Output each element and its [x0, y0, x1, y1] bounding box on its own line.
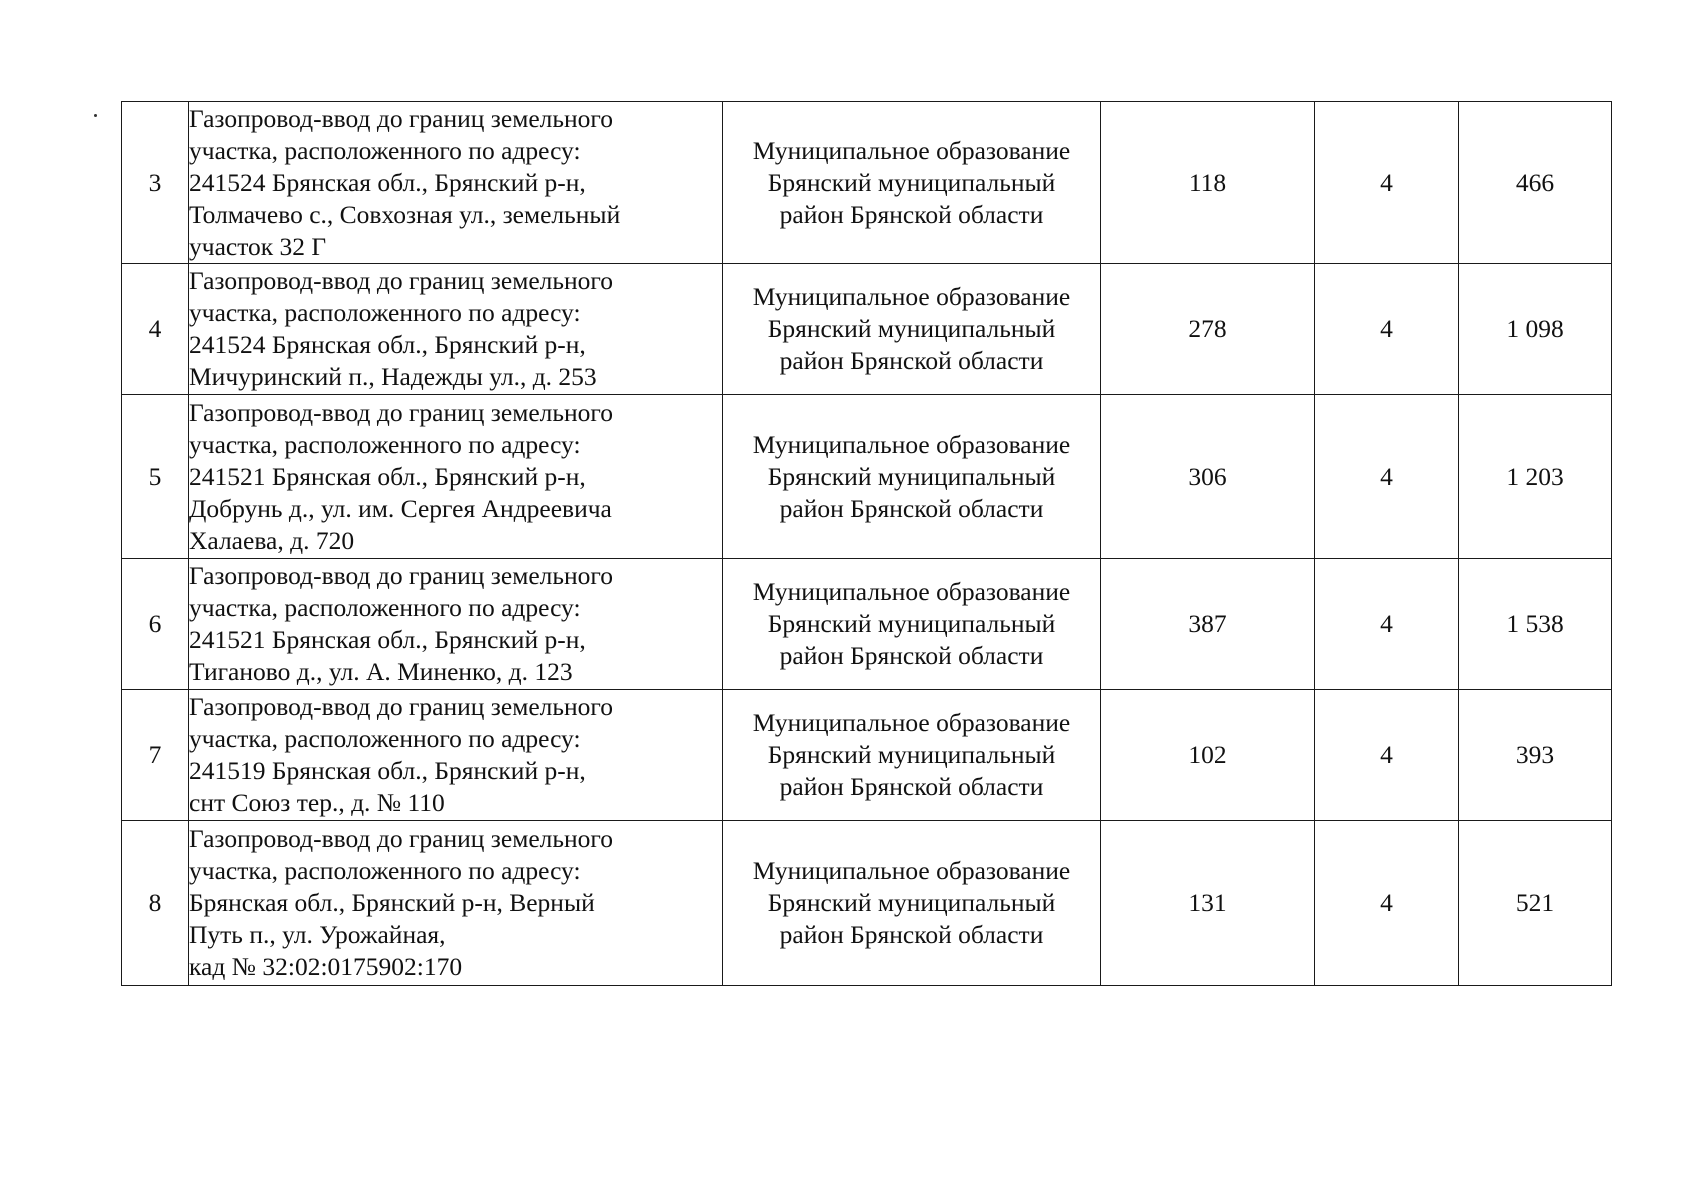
description-line: участка, расположенного по адресу: [189, 856, 581, 885]
table-row [122, 264, 1612, 395]
row-number-cell [122, 690, 189, 821]
description-line: Халаева, д. 720 [189, 525, 355, 555]
value-3: 521 [1515, 888, 1555, 917]
value-2: 4 [1380, 461, 1393, 491]
value-3: 1 538 [1506, 609, 1564, 638]
description-line: Брянская обл., Брянский р-н, Верный [189, 888, 595, 917]
table-row [122, 102, 1612, 264]
description-line: 241524 Брянская обл., Брянский р-н, [189, 330, 586, 359]
description-line: снт Союз тер., д. № 110 [189, 788, 445, 817]
value-1: 102 [1188, 740, 1227, 769]
description-cell [189, 690, 723, 821]
owner-line: Брянский муниципальный [767, 609, 1056, 638]
value-2: 4 [1380, 740, 1393, 769]
value-1: 306 [1188, 461, 1227, 491]
row-number: 5 [148, 461, 162, 491]
description-line: Мичуринский п., Надежды ул., д. 253 [189, 362, 597, 391]
row-number-cell [122, 264, 189, 395]
owner-line: район Брянской области [779, 346, 1044, 375]
value-1: 131 [1188, 888, 1227, 917]
owner-line: район Брянской области [779, 641, 1044, 670]
value-3-cell [1459, 559, 1612, 690]
owner-cell [723, 102, 1101, 264]
value-3-cell [1459, 821, 1612, 986]
description-cell [189, 264, 723, 395]
row-number: 4 [148, 314, 162, 343]
owner-cell [723, 690, 1101, 821]
value-3-cell [1459, 395, 1612, 559]
owner-line: Брянский муниципальный [767, 461, 1056, 491]
owner-line: Муниципальное образование [752, 856, 1071, 885]
table-row [122, 395, 1612, 559]
owner-line: Муниципальное образование [752, 708, 1071, 737]
description-line: Газопровод-ввод до границ земельного [189, 103, 613, 133]
value-3-cell [1459, 102, 1612, 264]
value-1-cell [1101, 395, 1315, 559]
owner-cell [723, 821, 1101, 986]
value-1-cell [1101, 102, 1315, 264]
value-1: 118 [1188, 167, 1227, 197]
description-line: Тиганово д., ул. А. Миненко, д. 123 [189, 657, 573, 686]
owner-line: район Брянской области [779, 920, 1044, 949]
row-number: 3 [148, 167, 162, 197]
description-line: Газопровод-ввод до границ земельного [189, 692, 613, 721]
description-line: участок 32 Г [189, 231, 327, 261]
value-1-cell [1101, 821, 1315, 986]
value-1-cell [1101, 559, 1315, 690]
owner-line: район Брянской области [779, 772, 1044, 801]
description-line: участка, расположенного по адресу: [189, 724, 581, 753]
description-line: Газопровод-ввод до границ земельного [189, 561, 613, 590]
description-line: участка, расположенного по адресу: [189, 135, 581, 165]
value-2: 4 [1380, 609, 1393, 638]
row-number: 7 [148, 740, 162, 769]
owner-line: Муниципальное образование [752, 135, 1071, 165]
value-3-cell [1459, 264, 1612, 395]
description-line: Добрунь д., ул. им. Сергея Андреевича [189, 493, 612, 523]
description-line: кад № 32:02:0175902:170 [189, 952, 463, 981]
description-line: 241524 Брянская обл., Брянский р-н, [189, 167, 586, 197]
value-3: 393 [1515, 740, 1555, 769]
description-cell [189, 821, 723, 986]
owner-cell [723, 559, 1101, 690]
row-number-cell [122, 102, 189, 264]
value-2: 4 [1380, 167, 1393, 197]
owner-line: Муниципальное образование [752, 577, 1071, 606]
value-2-cell [1315, 395, 1459, 559]
owner-line: район Брянской области [779, 199, 1044, 229]
owner-line: Брянский муниципальный [767, 740, 1056, 769]
description-line: Путь п., ул. Урожайная, [189, 920, 446, 949]
description-line: 241521 Брянская обл., Брянский р-н, [189, 625, 586, 654]
row-number-cell [122, 821, 189, 986]
row-number-cell [122, 559, 189, 690]
owner-cell [723, 395, 1101, 559]
description-line: участка, расположенного по адресу: [189, 593, 581, 622]
value-3: 1 203 [1506, 461, 1564, 491]
description-line: Газопровод-ввод до границ земельного [189, 266, 613, 295]
value-3: 466 [1515, 167, 1555, 197]
description-line: участка, расположенного по адресу: [189, 429, 581, 459]
owner-line: район Брянской области [779, 493, 1044, 523]
table-row [122, 690, 1612, 821]
description-cell [189, 395, 723, 559]
description-cell [189, 559, 723, 690]
owner-cell [723, 264, 1101, 395]
description-line: Газопровод-ввод до границ земельного [189, 824, 613, 853]
description-line: Газопровод-ввод до границ земельного [189, 397, 613, 427]
value-2-cell [1315, 690, 1459, 821]
value-2-cell [1315, 102, 1459, 264]
value-2: 4 [1380, 314, 1393, 343]
description-line: Толмачево с., Совхозная ул., земельный [189, 199, 621, 229]
row-number: 6 [148, 609, 162, 638]
value-1: 387 [1188, 609, 1227, 638]
owner-line: Муниципальное образование [752, 429, 1071, 459]
value-2-cell [1315, 559, 1459, 690]
value-1-cell [1101, 264, 1315, 395]
description-cell [189, 102, 723, 264]
value-2-cell [1315, 821, 1459, 986]
description-line: 241521 Брянская обл., Брянский р-н, [189, 461, 586, 491]
objects-table [121, 101, 1612, 986]
owner-line: Муниципальное образование [752, 282, 1071, 311]
table-row [122, 821, 1612, 986]
owner-line: Брянский муниципальный [767, 314, 1056, 343]
table-row [122, 559, 1612, 690]
value-1: 278 [1188, 314, 1227, 343]
description-line: участка, расположенного по адресу: [189, 298, 581, 327]
value-3: 1 098 [1506, 314, 1564, 343]
value-1-cell [1101, 690, 1315, 821]
owner-line: Брянский муниципальный [767, 888, 1056, 917]
value-2-cell [1315, 264, 1459, 395]
scan-speck [94, 114, 97, 117]
value-2: 4 [1380, 888, 1393, 917]
row-number: 8 [148, 888, 162, 917]
description-line: 241519 Брянская обл., Брянский р-н, [189, 756, 586, 785]
owner-line: Брянский муниципальный [767, 167, 1056, 197]
value-3-cell [1459, 690, 1612, 821]
row-number-cell [122, 395, 189, 559]
